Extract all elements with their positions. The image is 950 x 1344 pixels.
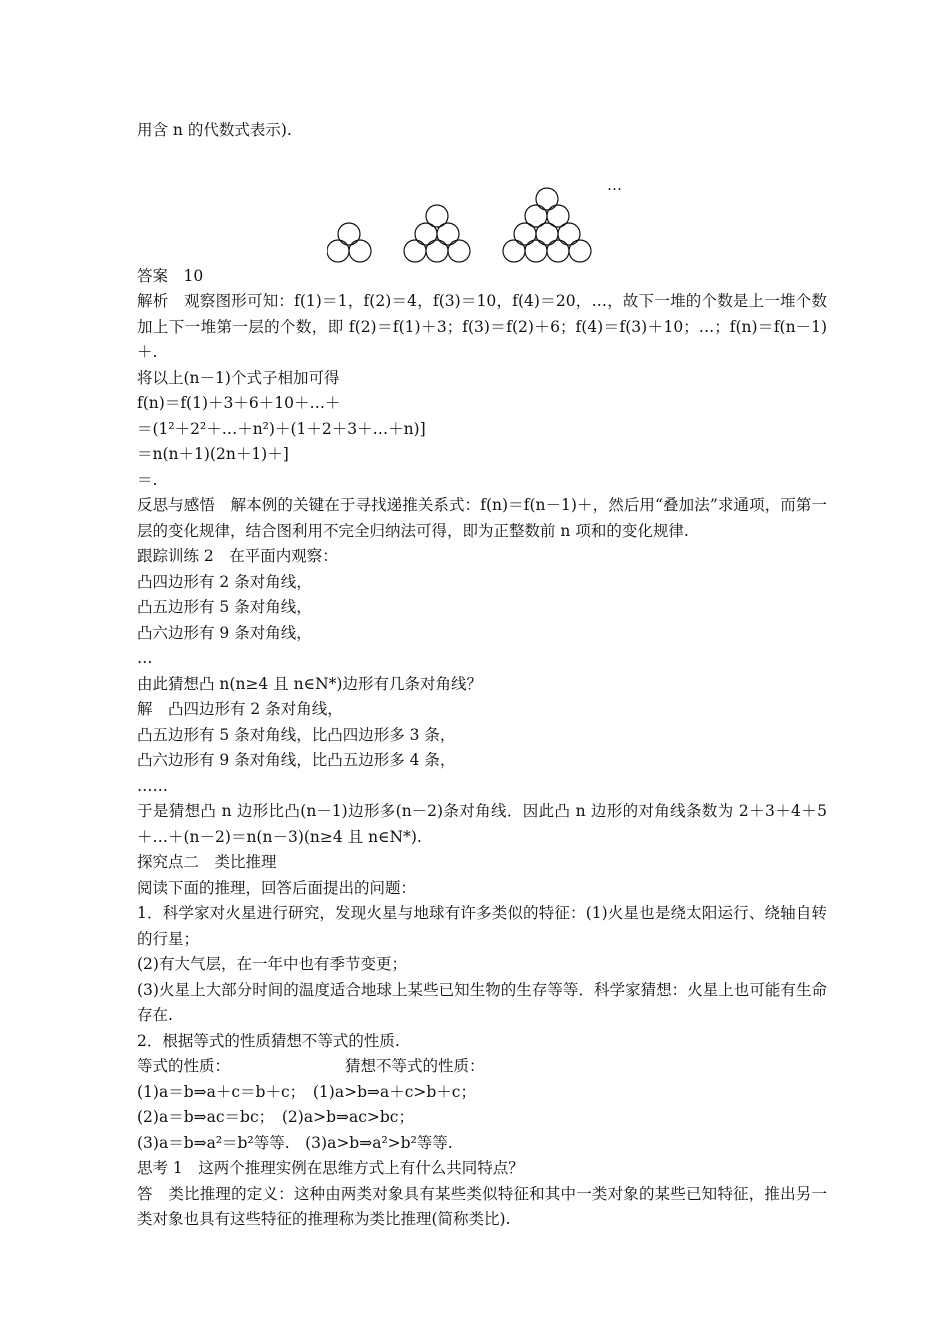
circle-pile-figure bbox=[137, 146, 827, 264]
text-line: 凸五边形有 5 条对角线，比凸四边形多 3 条， bbox=[137, 725, 456, 744]
pile2-circle bbox=[426, 240, 448, 262]
text-line: … bbox=[137, 649, 153, 667]
pile3-circle bbox=[536, 223, 558, 245]
exercise-heading: 跟踪训练 2 在平面内观察： bbox=[137, 547, 338, 565]
formula-line: f(n)＝f(1)＋3＋6＋10＋…＋ bbox=[137, 394, 341, 412]
reflection-paragraph: 反思与感悟 解本例的关键在于寻找递推关系式：f(n)＝f(n－1)＋，然后用“叠加法”求通项，而第一层的变化规律，结合图利用不完全归纳法可得，即为正整数前 n 项和的变化规律. bbox=[137, 496, 827, 540]
pile2-circle bbox=[415, 223, 437, 245]
pile3-circle bbox=[547, 240, 569, 262]
pile2-circle bbox=[404, 240, 426, 262]
question-line: 由此猜想凸 n(n≥4 且 n∈N*)边形有几条对角线？ bbox=[137, 674, 482, 693]
pile3-circle bbox=[514, 223, 536, 245]
text-line: 将以上(n－1)个式子相加可得 bbox=[137, 368, 340, 387]
formula-line: ＝. bbox=[137, 470, 158, 489]
pile2-circle bbox=[437, 223, 459, 245]
pile3-circle bbox=[503, 240, 525, 262]
conclusion-paragraph: 于是猜想凸 n 边形比凸(n－1)边形多(n－2)条对角线．因此凸 n 边形的对角线条数为 2＋3＋4＋5＋…＋(n－2)＝n(n－3)(n≥4 且 n∈N*). bbox=[137, 802, 827, 846]
mars-paragraph: (3)火星上大部分时间的温度适合地球上某些已知生物的生存等等．科学家猜想：火星上也可能有生命存在. bbox=[137, 980, 827, 1024]
analysis-paragraph: 解析 观察图形可知：f(1)＝1，f(2)＝4，f(3)＝10，f(4)＝20，…，故下一堆的个数是上一堆个数加上下一堆第一层的个数，即 f(2)＝f(1)＋3；f(3)＝f(2)＋6；f(4)＝f(3)＋10；…；f(n)＝f(n－1)＋. bbox=[137, 292, 827, 361]
text-line: 用含 n 的代数式表示). bbox=[137, 121, 292, 139]
pile3-circle bbox=[525, 240, 547, 262]
text-line: …… bbox=[137, 776, 168, 795]
figure-ellipsis: … bbox=[607, 175, 622, 194]
text-line: 凸四边形有 2 条对角线， bbox=[137, 572, 312, 591]
property-line: (3)a＝b⇒a²＝b²等等. (3)a>b⇒a²>b²等等. bbox=[137, 1133, 453, 1152]
formula-line: ＝(1²＋2²＋…＋n²)＋(1＋2＋3＋…＋n)] bbox=[137, 419, 426, 438]
thinking-question: 思考 1 这两个推理实例在思维方式上有什么共同特点？ bbox=[137, 1159, 524, 1177]
text-line: 2．根据等式的性质猜想不等式的性质. bbox=[137, 1031, 400, 1050]
formula-line: ＝n(n＋1)(2n＋1)＋] bbox=[137, 445, 289, 463]
pile3-circle bbox=[569, 240, 591, 262]
text-line: 凸六边形有 9 条对角线，比凸五边形多 4 条， bbox=[137, 751, 456, 769]
property-line: (2)a＝b⇒ac＝bc； (2)a>b⇒ac>bc； bbox=[137, 1108, 414, 1126]
inequality-header: 猜想不等式的性质： bbox=[345, 1057, 485, 1075]
section-heading: 探究点二 类比推理 bbox=[137, 853, 277, 871]
pile1-circle bbox=[327, 240, 349, 262]
document-page bbox=[137, 118, 827, 1233]
two-column-header bbox=[137, 1054, 827, 1080]
mars-paragraph: 1．科学家对火星进行研究，发现火星与地球有许多类似的特征：(1)火星也是绕太阳运行、绕轴自转的行星； bbox=[137, 904, 827, 948]
text-line: 阅读下面的推理，回答后面提出的问题： bbox=[137, 878, 417, 897]
property-line: (1)a＝b⇒a＋c＝b＋c； (1)a>b⇒a＋c>b＋c； bbox=[137, 1082, 476, 1101]
circle-piles-svg bbox=[327, 146, 607, 264]
solution-line: 解 凸四边形有 2 条对角线， bbox=[137, 700, 343, 718]
pile1-circle bbox=[338, 223, 360, 245]
text-line: 凸六边形有 9 条对角线， bbox=[137, 623, 312, 642]
pile1-circle bbox=[349, 240, 371, 262]
answer-line: 答案 10 bbox=[137, 266, 204, 285]
pile3-circle bbox=[558, 223, 580, 245]
text-line: 凸五边形有 5 条对角线， bbox=[137, 598, 312, 616]
answer-paragraph: 答 类比推理的定义：这种由两类对象具有某些类似特征和其中一类对象的某些已知特征，推出另一类对象也具有这些特征的推理称为类比推理(简称类比). bbox=[137, 1184, 827, 1228]
equality-header: 等式的性质： bbox=[137, 1057, 231, 1075]
pile3-circle bbox=[536, 188, 558, 210]
text-line: (2)有大气层，在一年中也有季节变更； bbox=[137, 955, 407, 973]
pile2-circle bbox=[448, 240, 470, 262]
